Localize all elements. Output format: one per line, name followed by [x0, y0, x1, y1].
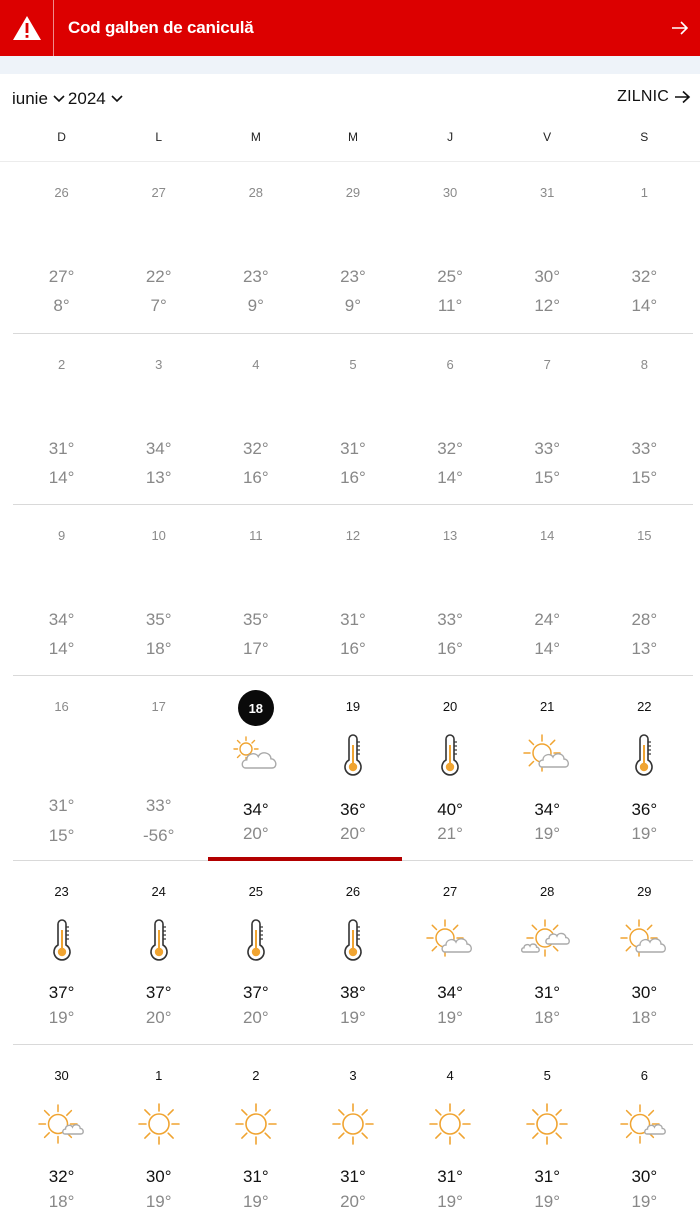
week-divider — [13, 504, 693, 505]
day-number: 27 — [151, 185, 166, 200]
low-temperature: 14° — [534, 639, 561, 658]
day-number: 17 — [151, 699, 166, 714]
day-number: 15 — [637, 528, 652, 543]
weekday-label: S — [640, 130, 649, 144]
low-temperature: 15° — [631, 468, 658, 487]
low-temperature: 19° — [437, 1192, 463, 1211]
high-temperature: 33° — [145, 796, 172, 815]
low-temperature: 14° — [48, 639, 75, 658]
sun-small-cloud-icon — [36, 1101, 88, 1147]
weekday-label: M — [347, 130, 358, 144]
high-temperature: 31° — [48, 796, 75, 815]
high-temperature: 34° — [437, 983, 463, 1002]
warning-triangle-icon — [0, 0, 54, 56]
thermometer-icon — [327, 732, 379, 778]
calendar-day-cell[interactable] — [110, 162, 207, 333]
calendar-day-cell[interactable] — [499, 861, 596, 1044]
day-number: 30 — [54, 1068, 69, 1083]
day-number: 26 — [54, 185, 69, 200]
high-temperature: 25° — [437, 267, 463, 286]
calendar-day-cell[interactable] — [499, 1045, 596, 1224]
low-temperature: 14° — [48, 468, 75, 487]
week-divider — [13, 675, 693, 676]
weekday-label: D — [57, 130, 66, 144]
sun-cloud-icon — [618, 917, 670, 963]
high-temperature: 24° — [534, 610, 561, 629]
day-number: 2 — [57, 357, 66, 372]
year-select[interactable] — [68, 89, 124, 109]
week-divider — [13, 333, 693, 334]
low-temperature: 14° — [437, 468, 463, 487]
chevron-down-icon — [52, 94, 66, 104]
high-temperature: 32° — [242, 439, 269, 458]
day-number: 24 — [151, 884, 166, 899]
calendar-week-row — [13, 861, 693, 1044]
calendar-day-cell[interactable] — [13, 162, 110, 333]
high-temperature: 31° — [534, 983, 561, 1002]
calendar-day-cell[interactable] — [304, 505, 401, 675]
calendar-day-cell[interactable] — [304, 676, 401, 860]
day-number: 29 — [345, 185, 361, 200]
month-select[interactable] — [12, 89, 66, 109]
high-temperature: 28° — [631, 610, 658, 629]
high-temperature: 31° — [437, 1167, 463, 1186]
low-temperature: 18° — [534, 1008, 561, 1027]
day-number: 9 — [57, 528, 66, 543]
sun-clouds-icon — [521, 917, 573, 963]
calendar-day-cell[interactable] — [13, 334, 110, 504]
high-temperature: 35° — [242, 610, 269, 629]
day-number: 4 — [252, 357, 260, 372]
calendar-day-cell[interactable] — [499, 334, 596, 504]
high-temperature: 31° — [242, 1167, 269, 1186]
high-temperature: 34° — [48, 610, 75, 629]
calendar-day-cell[interactable] — [207, 334, 304, 504]
day-number: 20 — [442, 699, 458, 714]
day-number: 22 — [637, 699, 652, 714]
calendar-day-cell[interactable] — [110, 505, 207, 675]
low-temperature: 8° — [53, 296, 70, 315]
thermometer-icon — [327, 917, 379, 963]
low-temperature: 16° — [242, 468, 269, 487]
day-number: 14 — [539, 528, 555, 543]
calendar-day-cell[interactable] — [110, 676, 207, 860]
day-number: 5 — [543, 1068, 551, 1083]
daily-view-button[interactable] — [617, 88, 691, 106]
weekday-label: J — [447, 130, 454, 144]
calendar-day-cell[interactable] — [13, 1045, 110, 1224]
low-temperature: 19° — [534, 1192, 561, 1211]
year-label: 2024 — [67, 89, 106, 108]
calendar-day-cell[interactable] — [402, 505, 499, 675]
calendar-day-cell[interactable] — [402, 676, 499, 860]
day-number: 28 — [248, 185, 264, 200]
calendar-day-cell[interactable] — [13, 676, 110, 860]
arrow-right-icon — [674, 90, 691, 104]
low-temperature: 17° — [242, 639, 269, 658]
high-temperature: 35° — [145, 610, 172, 629]
calendar-day-cell[interactable] — [596, 505, 693, 675]
low-temperature: 14° — [631, 296, 658, 315]
thermometer-icon — [230, 917, 282, 963]
low-temperature: 19° — [631, 1192, 658, 1211]
calendar-day-cell[interactable] — [304, 1045, 401, 1224]
sun-icon — [230, 1101, 282, 1147]
low-temperature: 16° — [437, 639, 463, 658]
calendar-day-cell[interactable] — [110, 861, 207, 1044]
calendar-day-cell[interactable] — [596, 676, 693, 860]
low-temperature: 18° — [48, 1192, 75, 1211]
day-number: 19 — [345, 699, 361, 714]
high-temperature: 33° — [534, 439, 561, 458]
calendar-week-row — [13, 676, 693, 860]
calendar-day-cell[interactable] — [402, 1045, 499, 1224]
low-temperature: 12° — [534, 296, 561, 315]
low-temperature: 19° — [534, 824, 561, 843]
low-temperature: 16° — [340, 639, 366, 658]
high-temperature: 36° — [631, 800, 658, 819]
arrow-right-icon — [660, 0, 700, 56]
day-number: 12 — [345, 528, 361, 543]
low-temperature: 20° — [242, 824, 269, 843]
calendar-day-cell[interactable] — [596, 1045, 693, 1224]
alert-text: Cod galben de caniculă — [68, 18, 254, 37]
selected-day-indicator — [208, 857, 402, 861]
day-number: 2 — [252, 1068, 260, 1083]
calendar-week-row — [13, 1045, 693, 1224]
day-number: 3 — [155, 357, 163, 372]
high-temperature: 30° — [145, 1167, 172, 1186]
header-spacer — [0, 56, 700, 74]
sun-cloud-icon — [521, 732, 573, 778]
day-number: 6 — [640, 1068, 648, 1083]
low-temperature: 20° — [340, 824, 366, 843]
low-temperature: 19° — [437, 1008, 463, 1027]
sun-small-cloud-icon — [618, 1101, 670, 1147]
day-number: 29 — [637, 884, 652, 899]
low-temperature: 21° — [437, 824, 463, 843]
high-temperature: 27° — [48, 267, 75, 286]
day-number: 23 — [54, 884, 69, 899]
month-label: iunie — [12, 89, 48, 108]
high-temperature: 23° — [340, 267, 366, 286]
calendar-day-cell[interactable] — [110, 1045, 207, 1224]
low-temperature: 9° — [247, 296, 264, 315]
low-temperature: 19° — [242, 1192, 269, 1211]
high-temperature: 30° — [631, 1167, 658, 1186]
day-number: 11 — [249, 528, 263, 543]
day-number: 3 — [349, 1068, 357, 1083]
high-temperature: 32° — [48, 1167, 75, 1186]
low-temperature: 20° — [242, 1008, 269, 1027]
thermometer-icon — [424, 732, 476, 778]
sun-icon — [521, 1101, 573, 1147]
high-temperature: 31° — [340, 439, 366, 458]
low-temperature: 15° — [534, 468, 561, 487]
high-temperature: 34° — [534, 800, 561, 819]
high-temperature: 31° — [340, 1167, 366, 1186]
low-temperature: 15° — [48, 826, 75, 845]
sun-icon — [327, 1101, 379, 1147]
calendar-day-cell[interactable] — [402, 334, 499, 504]
calendar-day-cell[interactable] — [402, 861, 499, 1044]
calendar-day-cell[interactable] — [207, 1045, 304, 1224]
day-number: 30 — [442, 185, 458, 200]
high-temperature: 31° — [534, 1167, 561, 1186]
weekday-label: V — [543, 130, 552, 144]
sun-icon — [424, 1101, 476, 1147]
day-number: 1 — [640, 185, 648, 200]
low-temperature: 19° — [340, 1008, 366, 1027]
weekday-header — [13, 130, 693, 152]
high-temperature: 34° — [145, 439, 172, 458]
high-temperature: 37° — [48, 983, 75, 1002]
high-temperature: 40° — [437, 800, 463, 819]
high-temperature: 23° — [242, 267, 269, 286]
high-temperature: 22° — [145, 267, 172, 286]
day-number: 10 — [151, 528, 166, 543]
heat-alert-banner[interactable] — [0, 0, 700, 56]
low-temperature: 16° — [340, 468, 366, 487]
low-temperature: 7° — [150, 296, 167, 315]
high-temperature: 31° — [340, 610, 366, 629]
low-temperature: 19° — [48, 1008, 75, 1027]
day-number: 5 — [349, 357, 357, 372]
calendar-day-cell[interactable] — [499, 162, 596, 333]
calendar-week-row — [13, 334, 693, 504]
calendar-day-cell[interactable] — [596, 162, 693, 333]
daily-view-label: ZILNIC — [617, 88, 669, 105]
calendar-toolbar — [0, 80, 700, 118]
high-temperature: 30° — [534, 267, 561, 286]
high-temperature: 33° — [631, 439, 658, 458]
day-number: 28 — [539, 884, 555, 899]
low-temperature: 20° — [340, 1192, 366, 1211]
chevron-down-icon — [110, 94, 124, 104]
high-temperature: 38° — [340, 983, 366, 1002]
day-number: 8 — [640, 357, 648, 372]
calendar-day-cell[interactable] — [110, 334, 207, 504]
thermometer-icon — [133, 917, 185, 963]
day-number: 13 — [442, 528, 458, 543]
low-temperature: 18° — [631, 1008, 658, 1027]
day-number: 31 — [539, 185, 555, 200]
calendar-day-cell[interactable] — [499, 505, 596, 675]
day-number: 26 — [345, 884, 361, 899]
low-temperature: 9° — [344, 296, 362, 315]
calendar-day-cell[interactable] — [304, 162, 401, 333]
day-number: 27 — [442, 884, 458, 899]
day-number: 25 — [248, 884, 264, 899]
low-temperature: 11° — [437, 296, 463, 315]
low-temperature: -56° — [143, 826, 175, 845]
weekday-label: M — [250, 130, 261, 144]
high-temperature: 32° — [437, 439, 463, 458]
calendar-day-cell[interactable] — [499, 676, 596, 860]
day-number: 1 — [155, 1068, 163, 1083]
low-temperature: 13° — [145, 468, 172, 487]
calendar-week-row — [13, 162, 693, 333]
today-date-badge: 18 — [238, 690, 274, 726]
calendar-day-cell[interactable] — [596, 861, 693, 1044]
sun-cloud-icon — [424, 917, 476, 963]
calendar-week-row — [13, 505, 693, 675]
day-number: 21 — [539, 699, 555, 714]
calendar-day-cell[interactable] — [304, 861, 401, 1044]
high-temperature: 32° — [631, 267, 658, 286]
day-number: 16 — [54, 699, 69, 714]
low-temperature: 13° — [631, 639, 658, 658]
high-temperature: 36° — [340, 800, 366, 819]
high-temperature: 34° — [242, 800, 269, 819]
week-divider — [13, 1044, 693, 1045]
day-number: 4 — [446, 1068, 454, 1083]
partly-cloudy-icon — [230, 732, 282, 778]
low-temperature: 18° — [145, 639, 172, 658]
calendar-day-cell[interactable] — [13, 505, 110, 675]
high-temperature: 37° — [145, 983, 172, 1002]
sun-icon — [133, 1101, 185, 1147]
low-temperature: 19° — [145, 1192, 172, 1211]
calendar-day-cell[interactable] — [207, 861, 304, 1044]
high-temperature: 31° — [48, 439, 75, 458]
calendar-day-cell[interactable] — [402, 162, 499, 333]
high-temperature: 37° — [242, 983, 269, 1002]
thermometer-icon — [618, 732, 670, 778]
high-temperature: 30° — [631, 983, 658, 1002]
calendar-day-cell[interactable] — [304, 334, 401, 504]
calendar-day-cell[interactable] — [207, 162, 304, 333]
calendar-day-cell[interactable] — [207, 676, 304, 860]
calendar-day-cell[interactable] — [207, 505, 304, 675]
calendar-day-cell[interactable] — [596, 334, 693, 504]
low-temperature: 20° — [145, 1008, 172, 1027]
low-temperature: 19° — [631, 824, 658, 843]
thermometer-icon — [36, 917, 88, 963]
high-temperature: 33° — [437, 610, 463, 629]
calendar-day-cell[interactable] — [13, 861, 110, 1044]
day-number: 6 — [446, 357, 454, 372]
day-number: 7 — [543, 357, 551, 372]
weekday-label: L — [155, 130, 163, 144]
